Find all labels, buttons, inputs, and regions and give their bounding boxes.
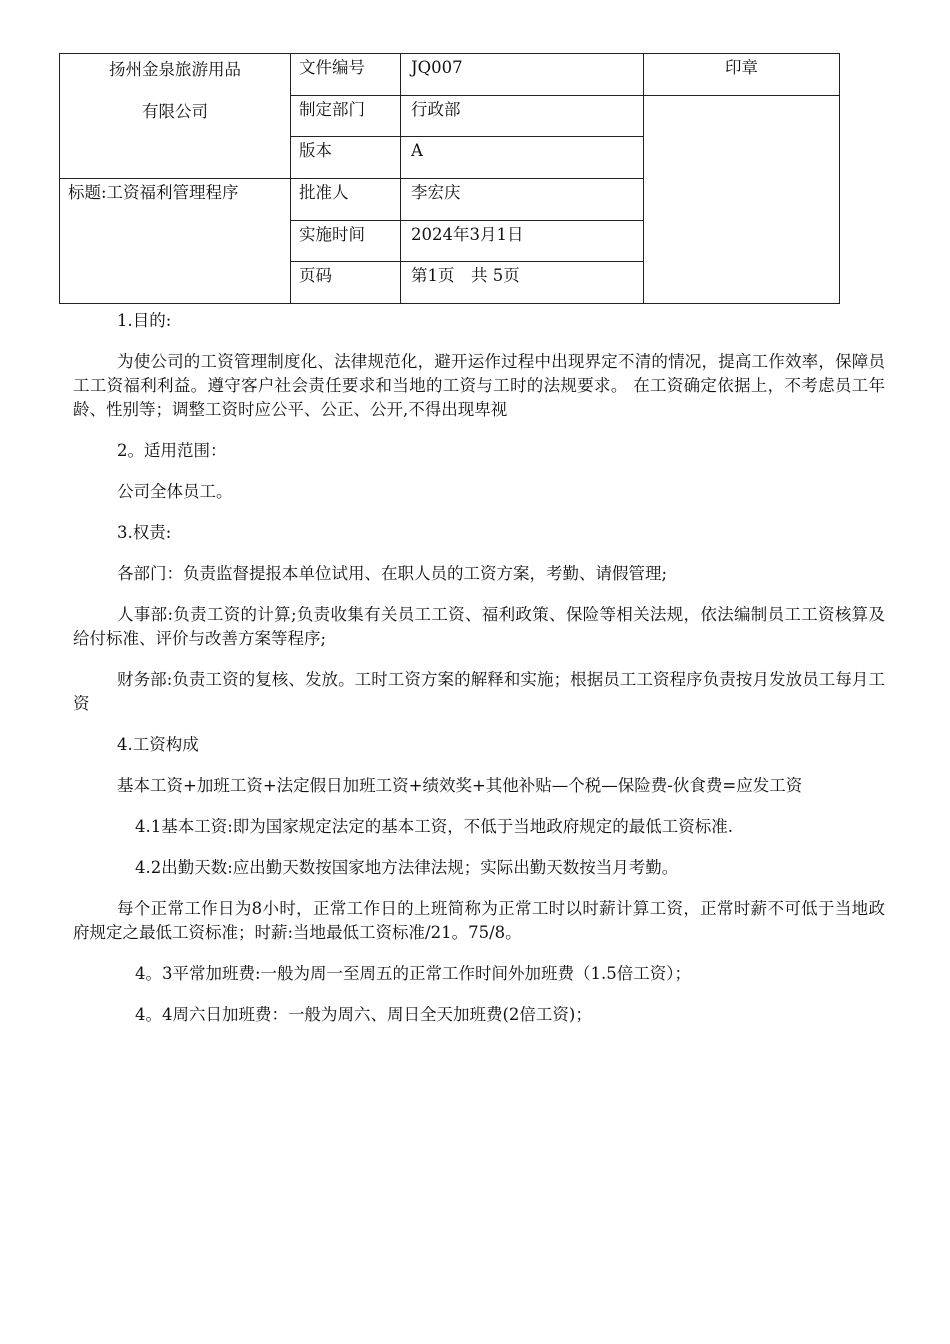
section-4-heading: 4.工资构成 (117, 735, 199, 754)
version-value: A (401, 137, 644, 179)
seal-area (644, 95, 840, 303)
company-name-cell (60, 54, 291, 179)
document-body (73, 305, 885, 1027)
section-2-text: 公司全体员工。 (117, 482, 233, 501)
section-4-3: 4。3平常加班费:一般为周一至周五的正常工作时间外加班费（1.5倍工资）； (135, 964, 692, 983)
doc-no-label: 文件编号 (291, 54, 401, 96)
section-4-1: 4.1基本工资:即为国家规定法定的基本工资，不低于当地政府规定的最低工资标准. (135, 817, 734, 836)
version-label: 版本 (291, 137, 401, 179)
page-number-value: 第1页 共 5页 (401, 262, 644, 304)
section-4-4: 4。4周六日加班费：一般为周六、周日全天加班费(2倍工资)； (135, 1005, 592, 1024)
section-1-text: 为使公司的工资管理制度化、法律规范化，避开运作过程中出现界定不清的情况，提高工作效率，保障员工工资福利利益。遵守客户社会责任要求和当地的工资与工时的法规要求。 在工资确定依据上，不考虑员工年龄、性别等；调整工资时应公平、公正、公开,不得出现卑视 (73, 352, 885, 419)
section-1-heading: 1.目的: (117, 311, 172, 330)
section-3-finance: 财务部:负责工资的复核、发放。工时工资方案的解释和实施；根据员工工资程序负责按月发放员工每月工资 (73, 670, 885, 713)
page-number-label: 页码 (291, 262, 401, 304)
salary-formula: 基本工资+加班工资+法定假日加班工资+绩效奖+其他补贴—个税—保险费-伙食费=应发工资 (117, 776, 803, 795)
document-title: 标题:工资福利管理程序 (60, 179, 291, 304)
section-4-2-text: 每个正常工作日为8小时，正常工作日的上班简称为正常工时以时薪计算工资，正常时薪不可低于当地政府规定之最低工资标准；时薪:当地最低工资标准/21。75/8。 (73, 899, 885, 942)
seal-label: 印章 (644, 54, 840, 96)
approver-label: 批准人 (291, 179, 401, 221)
doc-no-value: JQ007 (401, 54, 644, 96)
effective-date-label: 实施时间 (291, 220, 401, 262)
section-3-heading: 3.权责: (117, 523, 172, 542)
section-4-2: 4.2出勤天数:应出勤天数按国家地方法律法规；实际出勤天数按当月考勤。 (135, 858, 679, 877)
section-3-departments: 各部门：负责监督提报本单位试用、在职人员的工资方案，考勤、请假管理; (117, 564, 668, 583)
approver-value: 李宏庆 (401, 179, 644, 221)
section-3-hr: 人事部:负责工资的计算;负责收集有关员工工资、福利政策、保险等相关法规，依法编制员工工资核算及给付标准、评价与改善方案等程序; (73, 605, 885, 648)
effective-date-value: 2024年3月1日 (401, 220, 644, 262)
dept-value: 行政部 (401, 95, 644, 137)
company-name-line2: 有限公司 (142, 102, 208, 121)
company-name-line1: 扬州金泉旅游用品 (109, 60, 241, 79)
document-header-table (59, 53, 840, 304)
section-2-heading: 2。适用范围： (117, 441, 227, 460)
dept-label: 制定部门 (291, 95, 401, 137)
